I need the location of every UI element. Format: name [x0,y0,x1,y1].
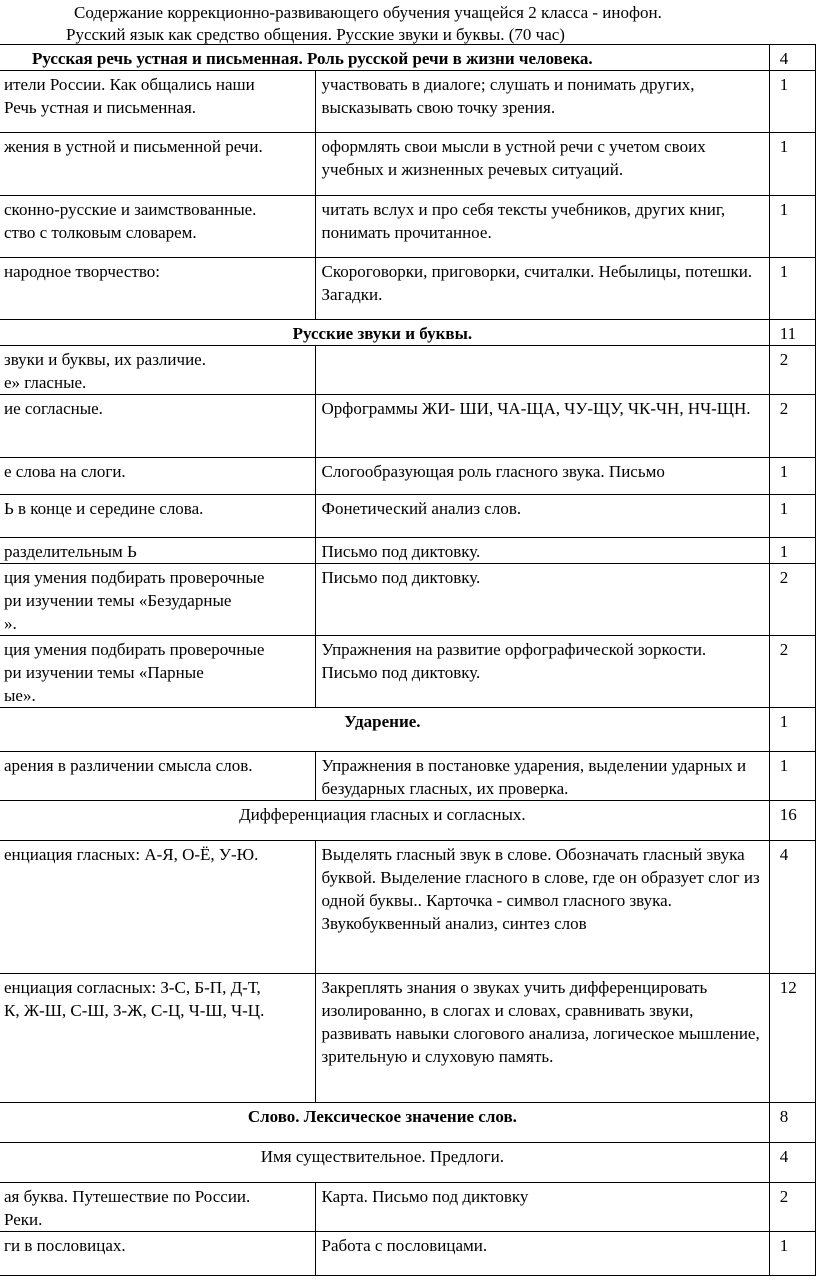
section-hours: 4 [769,45,815,71]
topic-cell [0,395,315,458]
hours-cell: 1 [769,752,815,801]
topic-line: ая буква. Путешествие по России. [4,1187,251,1206]
activity-cell: Письмо под диктовку. [315,538,769,564]
activity-cell: участвовать в диалоге; слушать и понимать других, высказывать свою точку зрения. [315,71,769,133]
topic-cell [0,564,315,636]
hours-cell: 2 [769,1183,815,1232]
hours-cell: 1 [769,71,815,133]
table-row [0,458,816,495]
topic-line: сконно-русские и заимствованные. [4,200,257,219]
topic-cell [0,1183,315,1232]
topic-cell [0,495,315,538]
section-row [0,320,816,346]
table-row [0,974,816,1103]
topic-line: енциация согласных: З-С, Б-П, Д-Т, [4,978,261,997]
section-hours: 16 [769,801,815,841]
activity-cell: Письмо под диктовку. [315,564,769,636]
activity-cell: оформлять свои мысли в устной речи с учетом своих учебных и жизненных речевых ситуаций. [315,133,769,196]
table-row [0,133,816,196]
activity-cell: Слогообразующая роль гласного звука. Письмо [315,458,769,495]
topic-cell [0,133,315,196]
topic-cell [0,196,315,258]
hours-cell: 2 [769,564,815,636]
topic-line: ители России. Как общались наши [4,75,255,94]
table-row [0,538,816,564]
activity-cell: Скороговорки, приговорки, считалки. Небылицы, потешки. Загадки. [315,258,769,320]
topic-line: ция умения подбирать проверочные [4,568,265,587]
section-title: Имя существительное. Предлоги. [0,1143,769,1183]
topic-line: ». [4,614,17,633]
activity-cell: Орфограммы ЖИ- ШИ, ЧА-ЩА, ЧУ-ЩУ, ЧК-ЧН, НЧ-ЩН. [315,395,769,458]
table-row [0,564,816,636]
hours-cell: 4 [769,841,815,974]
topic-cell [0,636,315,708]
hours-cell: 2 [769,346,815,395]
hours-cell: 1 [769,133,815,196]
activity-cell: Выделять гласный звук в слове. Обозначать гласный звука буквой. Выделение гласного в слове, где он образует слог из одной буквы.. Карточка - символ гласного звука. Звукобуквенный анализ, синтез слов [315,841,769,974]
section-title: Дифференциация гласных и согласных. [0,801,769,841]
activity-cell: читать вслух и про себя тексты учебников, других книг, понимать прочитанное. [315,196,769,258]
topic-line: ые». [4,686,36,705]
hours-cell: 1 [769,1232,815,1276]
topic-line: е» гласные. [4,373,87,392]
topic-cell [0,346,315,395]
topic-cell [0,71,315,133]
topic-line: ство с толковым словарем. [4,223,197,242]
hours-cell: 1 [769,258,815,320]
section-title: Ударение. [0,708,769,752]
activity-cell: Работа с пословицами. [315,1232,769,1276]
title-line-2: Русский язык как средство общения. Русские звуки и буквы. (70 час) [66,25,565,44]
hours-cell: 2 [769,395,815,458]
topic-cell [0,258,315,320]
section-title: Слово. Лексическое значение слов. [0,1103,769,1143]
topic-line: звуки и буквы, их различие. [4,350,206,369]
section-title: Русские звуки и буквы. [0,320,769,346]
section-hours: 11 [769,320,815,346]
topic-line: ри изучении темы «Безударные [4,591,232,610]
section-hours: 8 [769,1103,815,1143]
table-row [0,495,816,538]
table-row [0,258,816,320]
section-row [0,801,816,841]
curriculum-table [0,44,816,1276]
table-row [0,752,816,801]
topic-line: е слова на слоги. [4,462,126,481]
activity-cell: Фонетический анализ слов. [315,495,769,538]
section-hours: 1 [769,708,815,752]
topic-line: Речь устная и письменная. [4,98,197,117]
table-row [0,346,816,395]
activity-cell: Упражнения в постановке ударения, выделении ударных и безударных гласных, их проверка. [315,752,769,801]
hours-cell: 12 [769,974,815,1103]
topic-line: ги в пословицах. [4,1236,126,1255]
topic-cell [0,841,315,974]
activity-cell: Закреплять знания о звуках учить дифференцировать изолированно, в слогах и словах, сравнивать звуки, развивать навыки слогового анализа, логическое мышление, зрительную и слуховую память. [315,974,769,1103]
topic-line: ри изучении темы «Парные [4,663,204,682]
activity-cell: Карта. Письмо под диктовку [315,1183,769,1232]
topic-line: разделительным Ь [4,542,137,561]
table-row [0,1232,816,1276]
topic-cell [0,752,315,801]
hours-cell: 1 [769,196,815,258]
hours-cell: 2 [769,636,815,708]
activity-cell: Упражнения на развитие орфографической зоркости. Письмо под диктовку. [315,636,769,708]
table-row [0,841,816,974]
topic-line: народное творчество: [4,262,160,281]
section-row [0,1143,816,1183]
hours-cell: 1 [769,458,815,495]
section-row [0,708,816,752]
topic-cell [0,538,315,564]
topic-line: К, Ж-Ш, С-Ш, З-Ж, С-Ц, Ч-Ш, Ч-Ц. [4,1001,265,1020]
section-hours: 4 [769,1143,815,1183]
curriculum-table-body [0,45,816,1276]
table-row [0,636,816,708]
table-row [0,71,816,133]
topic-cell [0,1232,315,1276]
topic-cell [0,974,315,1103]
section-row [0,45,816,71]
topic-line: енциация гласных: А-Я, О-Ё, У-Ю. [4,845,259,864]
section-title: Русская речь устная и письменная. Роль русской речи в жизни человека. [0,45,769,71]
topic-cell [0,458,315,495]
table-row [0,395,816,458]
hours-cell: 1 [769,495,815,538]
hours-cell: 1 [769,538,815,564]
table-row [0,1183,816,1232]
table-row [0,196,816,258]
activity-cell [315,346,769,395]
topic-line: Реки. [4,1210,43,1229]
title-line-1: Содержание коррекционно-развивающего обучения учащейся 2 класса - инофон. [74,3,662,22]
topic-line: ция умения подбирать проверочные [4,640,265,659]
topic-line: арения в различении смысла слов. [4,756,253,775]
topic-line: ие согласные. [4,399,103,418]
topic-line: Ь в конце и середине слова. [4,499,204,518]
section-row [0,1103,816,1143]
topic-line: жения в устной и письменной речи. [4,137,263,156]
document-title [66,2,786,46]
